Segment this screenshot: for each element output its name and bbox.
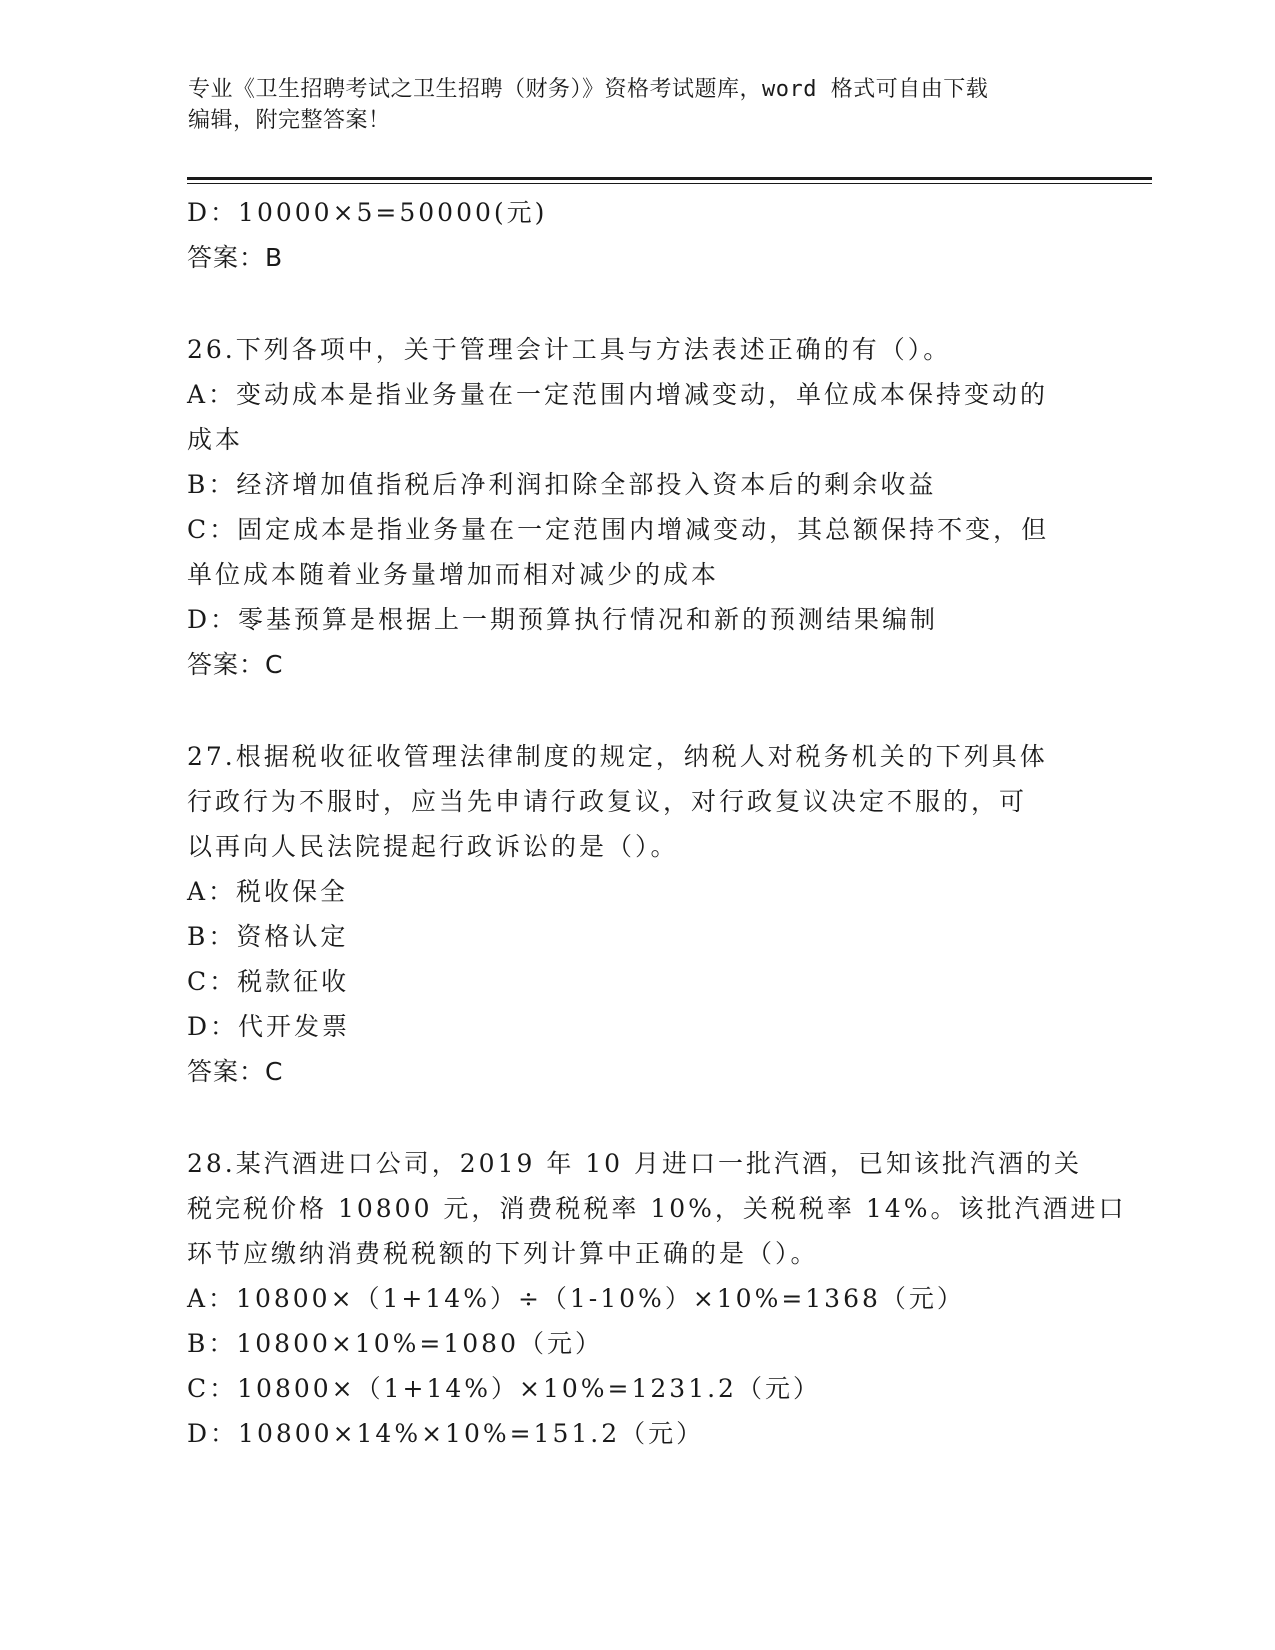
header-line-1: 专业《卫生招聘考试之卫生招聘（财务）》资格考试题库，word 格式可自由下载 — [188, 77, 989, 102]
document-header — [188, 74, 1088, 136]
spacer — [187, 280, 1077, 327]
question-stem-continued: 环节应缴纳消费税税额的下列计算中正确的是（）。 — [187, 1239, 819, 1268]
header-divider — [187, 177, 1152, 180]
option-c: C：10800×（1+14%）×10%=1231.2（元） — [187, 1374, 821, 1403]
question-stem: 27.根据税收征收管理法律制度的规定，纳税人对税务机关的下列具体 — [187, 742, 1048, 771]
option-d: D：10000×5=50000(元) — [187, 198, 548, 227]
option-d: D：零基预算是根据上一期预算执行情况和新的预测结果编制 — [187, 605, 939, 634]
option-a: A：税收保全 — [187, 877, 349, 906]
question-content — [187, 190, 1127, 1456]
header-line-2: 编辑，附完整答案！ — [188, 108, 391, 133]
option-a: A：变动成本是指业务量在一定范围内增减变动，单位成本保持变动的 — [187, 380, 1049, 409]
option-d: D：代开发票 — [187, 1012, 351, 1041]
option-b: B：资格认定 — [187, 922, 349, 951]
question-block — [187, 1141, 1127, 1456]
question-block — [187, 734, 1077, 1094]
option-c: C：固定成本是指业务量在一定范围内增减变动，其总额保持不变，但 — [187, 515, 1050, 544]
question-stem-continued: 以再向人民法院提起行政诉讼的是（）。 — [187, 832, 679, 861]
option-c-continued: 单位成本随着业务量增加而相对减少的成本 — [187, 560, 720, 589]
option-a-continued: 成本 — [187, 425, 244, 454]
spacer — [187, 687, 1077, 734]
header-divider-thin — [187, 183, 1152, 184]
question-stem-continued: 税完税价格 10800 元，消费税税率 10%，关税税率 14%。该批汽酒进口 — [187, 1194, 1127, 1223]
question-stem: 26.下列各项中，关于管理会计工具与方法表述正确的有（）。 — [187, 335, 952, 364]
question-stem-continued: 行政行为不服时，应当先申请行政复议，对行政复议决定不服的，可 — [187, 787, 1028, 816]
answer-line: 答案：C — [187, 1057, 284, 1086]
option-b: B：10800×10%=1080（元） — [187, 1329, 603, 1358]
answer-line: 答案：B — [187, 243, 284, 272]
spacer — [187, 1094, 1077, 1141]
option-d: D：10800×14%×10%=151.2（元） — [187, 1419, 705, 1448]
option-c: C：税款征收 — [187, 967, 350, 996]
answer-line: 答案：C — [187, 650, 284, 679]
option-a: A：10800×（1+14%）÷（1-10%）×10%=1368（元） — [187, 1284, 965, 1313]
option-b: B：经济增加值指税后净利润扣除全部投入资本后的剩余收益 — [187, 470, 937, 499]
question-stem: 28.某汽酒进口公司，2019 年 10 月进口一批汽酒，已知该批汽酒的关 — [187, 1149, 1083, 1178]
question-block — [187, 327, 1077, 687]
